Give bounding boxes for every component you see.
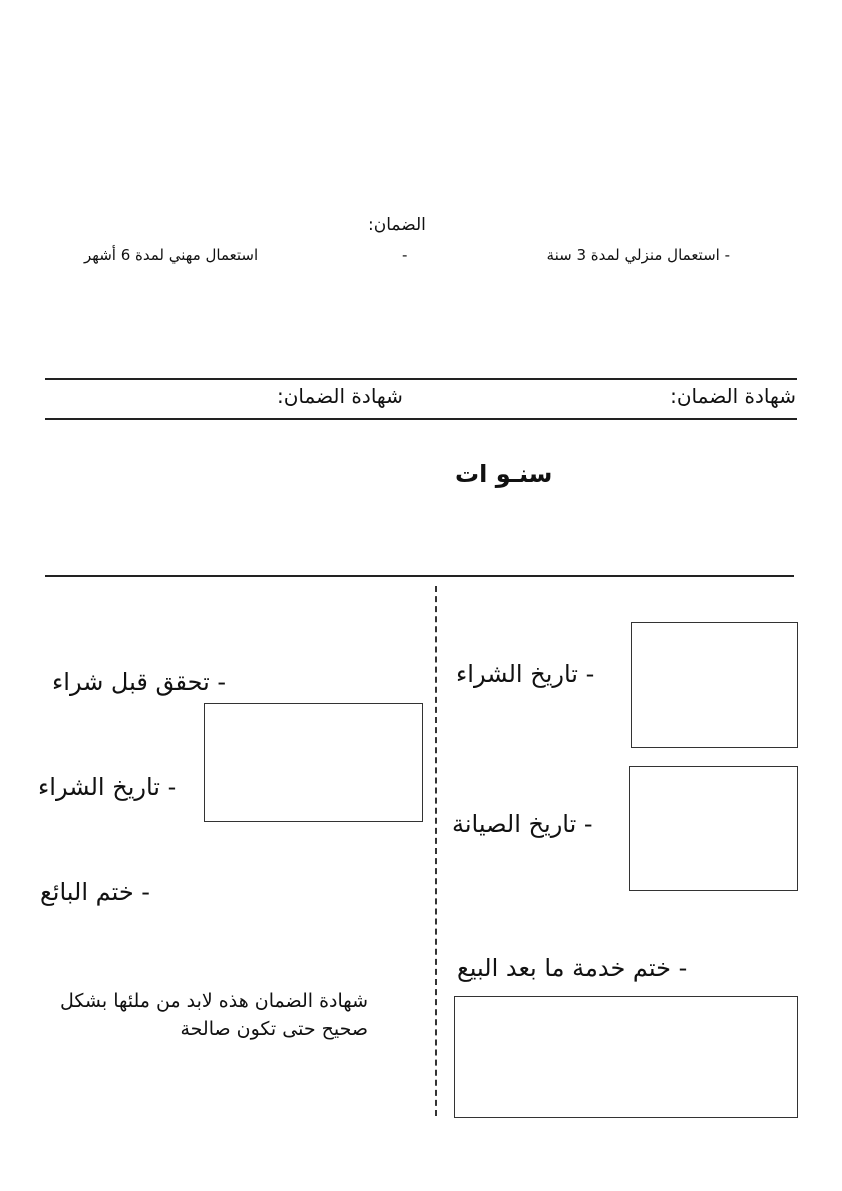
right-purchase-date-label: - تاريخ الشراء (456, 660, 595, 688)
years-label: سنـو ات (455, 460, 553, 488)
warranty-professional-use: استعمال مهني لمدة 6 أشهر (84, 246, 259, 264)
warranty-heading: الضمان: (368, 215, 426, 235)
section-divider-rule (45, 575, 794, 577)
maintenance-date-box[interactable] (629, 766, 798, 891)
header-bottom-rule (45, 418, 797, 420)
warranty-separator: - (402, 246, 408, 264)
left-purchase-date-box[interactable] (204, 703, 423, 822)
column-separator (435, 586, 437, 1116)
maintenance-date-label: - تاريخ الصيانة (452, 810, 593, 838)
validity-note-line2: صحيح حتى تكون صالحة (180, 1018, 368, 1040)
check-before-purchase-label: - تحقق قبل شراء (52, 668, 227, 696)
validity-note-line1: شهادة الضمان هذه لابد من ملئها بشكل (60, 990, 368, 1012)
left-purchase-date-label: - تاريخ الشراء (38, 773, 177, 801)
seller-stamp-label: - ختم البائع (40, 878, 150, 906)
after-sales-stamp-box[interactable] (454, 996, 798, 1118)
right-purchase-date-box[interactable] (631, 622, 798, 748)
after-sales-stamp-label: - ختم خدمة ما بعد البيع (457, 954, 688, 982)
certificate-title-left: شهادة الضمان: (277, 384, 403, 408)
header-top-rule (45, 378, 797, 380)
warranty-home-use: - استعمال منزلي لمدة 3 سنة (546, 246, 730, 264)
certificate-title-right: شهادة الضمان: (670, 384, 796, 408)
